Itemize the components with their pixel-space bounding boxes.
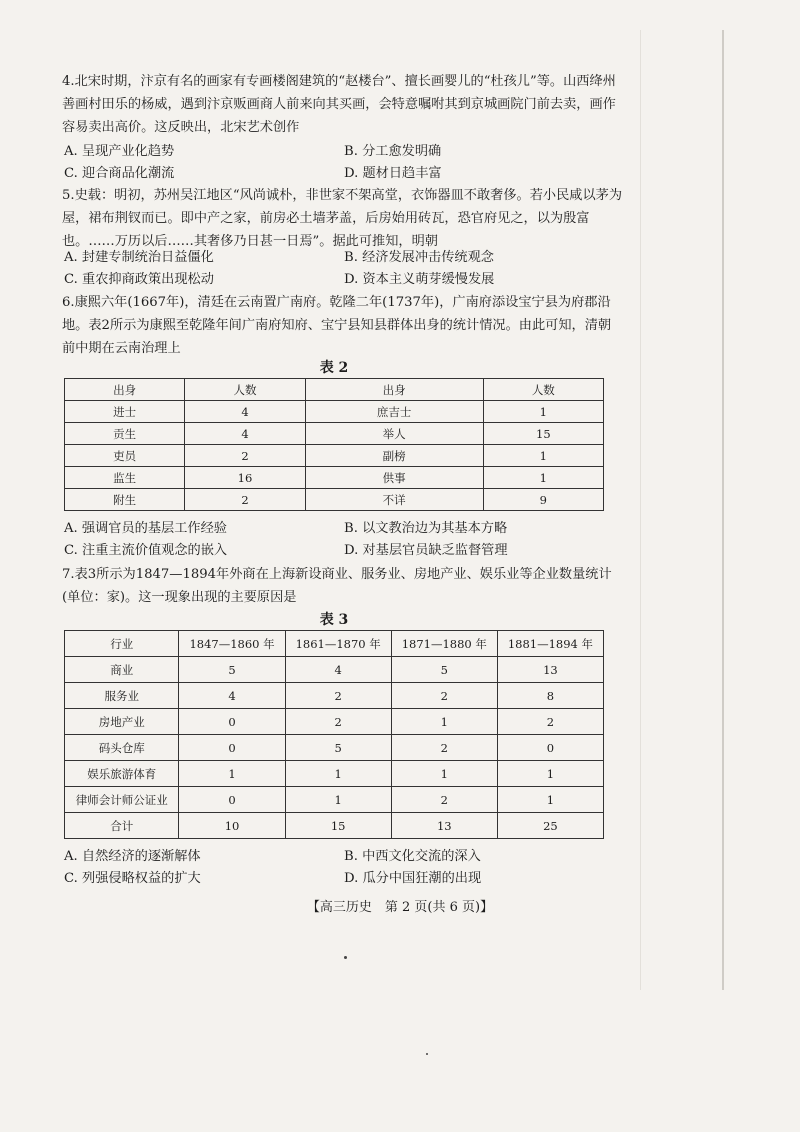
- table-cell: 4: [285, 657, 391, 683]
- option-a: A. 强调官员的基层工作经验: [64, 521, 227, 536]
- table-cell: 15: [483, 423, 603, 445]
- table-cell: 进士: [65, 401, 185, 423]
- table-cell: 1: [391, 761, 497, 787]
- question-4-text: 4.北宋时期，汴京有名的画家有专画楼阁建筑的“赵楼台”、擅长画婴儿的“杜孩儿”等。山西绛州善画村田乐的杨威，遇到汴京贩画商人前来向其买画，会特意嘱咐其到京城画院门前去卖，画作容易卖出高价。这反映出，北宋艺术创作: [62, 74, 616, 135]
- table-row: [65, 445, 604, 467]
- fold-line: [722, 30, 724, 990]
- table-cell: 1: [497, 787, 603, 813]
- table-cell: 25: [497, 813, 603, 839]
- scan-speck: [426, 1053, 428, 1055]
- table-cell: 2: [185, 489, 305, 511]
- table-2-caption: 表 2: [319, 360, 349, 376]
- table-cell: 0: [179, 709, 285, 735]
- option-b: B. 经济发展冲击传统观念: [344, 250, 494, 265]
- table-cell: 15: [285, 813, 391, 839]
- table-cell: 2: [285, 709, 391, 735]
- question-7-text: 7.表3所示为1847—1894年外商在上海新设商业、服务业、房地产业、娱乐业等企业数量统计(单位：家)。这一现象出现的主要原因是: [62, 567, 612, 605]
- table-cell: 5: [391, 657, 497, 683]
- question-4: [62, 70, 622, 139]
- table-cell: 2: [391, 683, 497, 709]
- table-cell: 不详: [305, 489, 483, 511]
- table-header-cell: 人数: [483, 379, 603, 401]
- table-cell: 码头仓库: [65, 735, 179, 761]
- question-4-options: [64, 141, 624, 185]
- table-cell: 房地产业: [65, 709, 179, 735]
- table-cell: 2: [285, 683, 391, 709]
- table-cell: 律师会计师公证业: [65, 787, 179, 813]
- table-cell: 4: [179, 683, 285, 709]
- table-cell: 吏员: [65, 445, 185, 467]
- table-cell: 供事: [305, 467, 483, 489]
- question-5-options: [64, 247, 624, 291]
- option-a: A. 自然经济的逐渐解体: [64, 849, 201, 864]
- option-a: A. 呈现产业化趋势: [64, 144, 175, 159]
- table-row: [65, 401, 604, 423]
- table-header-cell: 出身: [305, 379, 483, 401]
- option-b: B. 分工愈发明确: [344, 144, 442, 159]
- table-row: [65, 489, 604, 511]
- table-cell: 合计: [65, 813, 179, 839]
- table-row: [65, 657, 604, 683]
- scan-speck: [344, 956, 347, 959]
- table-cell: 4: [185, 423, 305, 445]
- table-header-cell: 1861—1870 年: [285, 631, 391, 657]
- table-row: [65, 787, 604, 813]
- table-row: [65, 735, 604, 761]
- table-cell: 1: [179, 761, 285, 787]
- table-row: [65, 683, 604, 709]
- table-row: [65, 813, 604, 839]
- table-cell: 13: [497, 657, 603, 683]
- option-d: D. 对基层官员缺乏监督管理: [344, 543, 508, 558]
- option-a: A. 封建专制统治日益僵化: [64, 250, 214, 265]
- table-header-row: [65, 631, 604, 657]
- option-c: C. 注重主流价值观念的嵌入: [64, 543, 228, 558]
- table-cell: 1: [285, 761, 391, 787]
- table-cell: 1: [285, 787, 391, 813]
- table-2: [64, 378, 604, 511]
- table-row: [65, 467, 604, 489]
- table-cell: 服务业: [65, 683, 179, 709]
- table-header-cell: 人数: [185, 379, 305, 401]
- table-header-cell: 出身: [65, 379, 185, 401]
- table-cell: 2: [185, 445, 305, 467]
- table-row: [65, 761, 604, 787]
- table-cell: 4: [185, 401, 305, 423]
- table-cell: 监生: [65, 467, 185, 489]
- option-b: B. 中西文化交流的深入: [344, 849, 481, 864]
- table-cell: 5: [179, 657, 285, 683]
- table-cell: 庶吉士: [305, 401, 483, 423]
- option-c: C. 迎合商品化潮流: [64, 166, 175, 181]
- table-header-row: [65, 379, 604, 401]
- question-7-options: [64, 846, 624, 890]
- table-3: [64, 630, 604, 839]
- option-d: D. 资本主义萌芽缓慢发展: [344, 272, 495, 287]
- table-row: [65, 709, 604, 735]
- table-cell: 商业: [65, 657, 179, 683]
- table-row: [65, 423, 604, 445]
- table-cell: 贡生: [65, 423, 185, 445]
- option-d: D. 瓜分中国狂潮的出现: [344, 871, 482, 886]
- table-cell: 1: [483, 445, 603, 467]
- table-cell: 2: [391, 735, 497, 761]
- table-cell: 娱乐旅游体育: [65, 761, 179, 787]
- table-header-cell: 行业: [65, 631, 179, 657]
- table-cell: 1: [497, 761, 603, 787]
- table-cell: 13: [391, 813, 497, 839]
- table-cell: 16: [185, 467, 305, 489]
- table-cell: 10: [179, 813, 285, 839]
- table-cell: 0: [179, 787, 285, 813]
- table-cell: 9: [483, 489, 603, 511]
- option-c: C. 列强侵略权益的扩大: [64, 871, 201, 886]
- table-cell: 8: [497, 683, 603, 709]
- table-header-cell: 1881—1894 年: [497, 631, 603, 657]
- question-6-options: [64, 518, 624, 562]
- table-3-caption: 表 3: [319, 612, 349, 628]
- table-cell: 1: [483, 401, 603, 423]
- option-c: C. 重农抑商政策出现松动: [64, 272, 214, 287]
- table-cell: 5: [285, 735, 391, 761]
- question-6-text: 6.康熙六年(1667年)，清廷在云南置广南府。乾隆二年(1737年)，广南府添设宝宁县为府郡沿地。表2所示为康熙至乾隆年间广南府知府、宝宁县知县群体出身的统计情况。由此可知，清朝前中期在云南治理上: [62, 295, 612, 356]
- option-b: B. 以文教治边为其基本方略: [344, 521, 508, 536]
- page-footer: 【高三历史 第 2 页(共 6 页)】: [306, 900, 494, 915]
- table-cell: 副榜: [305, 445, 483, 467]
- table-cell: 2: [497, 709, 603, 735]
- table-cell: 0: [179, 735, 285, 761]
- option-d: D. 题材日趋丰富: [344, 166, 442, 181]
- table-cell: 0: [497, 735, 603, 761]
- table-cell: 举人: [305, 423, 483, 445]
- question-5: [62, 184, 622, 253]
- question-5-text: 5.史载：明初，苏州吴江地区“风尚诚朴，非世家不架高堂，衣饰器皿不敢奢侈。若小民咸以茅为屋，裙布荆钗而已。即中产之家，前房必土墙茅盖，后房始用砖瓦，恐官府见之，以为殷富也。……万历以后……其奢侈乃日甚一日焉”。据此可推知，明朝: [62, 188, 623, 249]
- fold-line: [640, 30, 641, 990]
- table-cell: 2: [391, 787, 497, 813]
- question-7: [62, 563, 622, 609]
- table-cell: 1: [391, 709, 497, 735]
- table-cell: 1: [483, 467, 603, 489]
- table-cell: 附生: [65, 489, 185, 511]
- question-6: [62, 291, 622, 360]
- table-header-cell: 1847—1860 年: [179, 631, 285, 657]
- table-header-cell: 1871—1880 年: [391, 631, 497, 657]
